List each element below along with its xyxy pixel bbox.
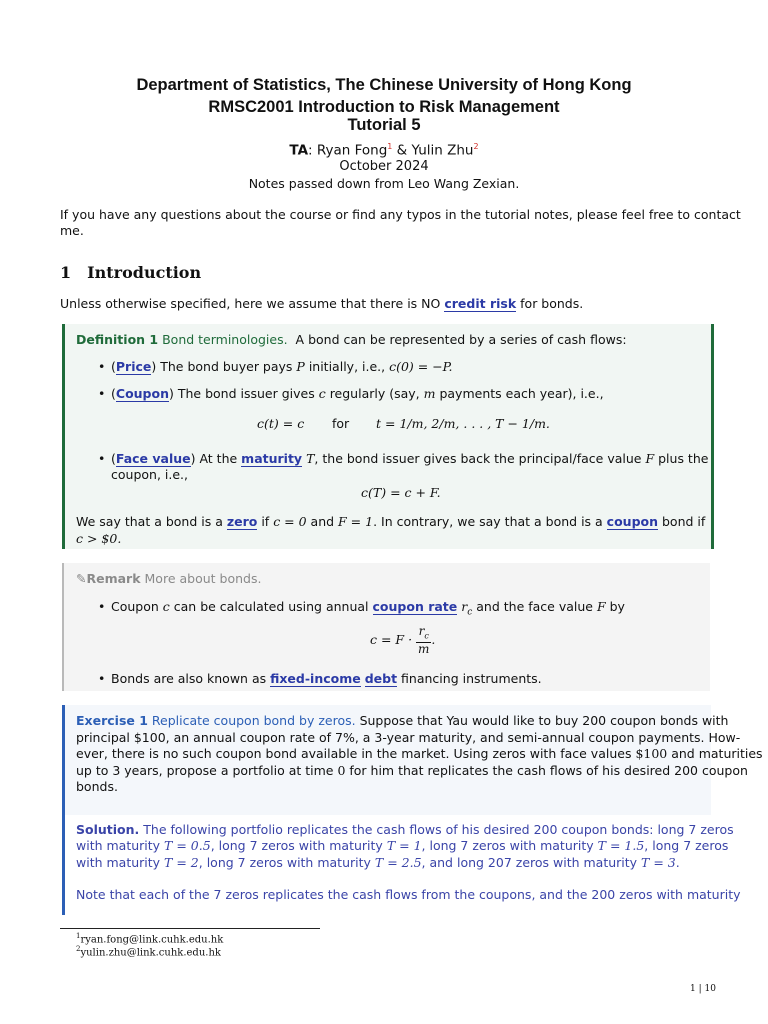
exercise-line-5: bonds.: [76, 779, 118, 794]
keyword-price[interactable]: Price: [115, 359, 152, 374]
keyword-coupon-bond[interactable]: coupon: [606, 514, 659, 529]
bullet-dot: •: [98, 359, 106, 374]
bullet-dot: •: [98, 386, 106, 401]
remark-item-fixed-income: Bonds are also known as fixed-income debt financing instruments.: [111, 671, 542, 686]
keyword-coupon[interactable]: Coupon: [115, 386, 169, 401]
footnote-1-email[interactable]: ryan.fong@link.cuhk.edu.hk: [80, 934, 224, 946]
equation-coupon-for: for: [332, 416, 350, 431]
edit-icon: ✎: [76, 571, 87, 586]
course-title: RMSC2001 Introduction to Risk Management: [208, 98, 560, 116]
solution-label: Solution.: [76, 822, 140, 837]
remark-heading: [76, 571, 261, 586]
section-heading: [60, 263, 201, 282]
equation-coupon-left: c(t) = c: [257, 416, 305, 431]
equation-coupon-rate: c = F · $\frac{r_c}{m}$ .: [370, 624, 436, 657]
footnote-mark-2[interactable]: 2: [473, 142, 479, 151]
solution-line-3: with maturity T = 2, long 7 zeros with maturity T = 2.5, and long 207 zeros with maturity T = 3.: [76, 855, 680, 870]
footnote-mark-1[interactable]: 1: [387, 142, 393, 151]
section-title: Introduction: [87, 263, 202, 282]
section-number: 1: [60, 263, 72, 282]
fraction: $\frac{r_c}{m}$: [418, 624, 430, 657]
tutorial-title: Tutorial 5: [347, 116, 421, 134]
equation-face-value: c(T) = c + F.: [361, 485, 441, 500]
equation-coupon-right: t = 1/m, 2/m, . . . , T − 1/m.: [376, 416, 550, 431]
keyword-credit-risk[interactable]: credit risk: [444, 296, 517, 311]
intro-line-1: If you have any questions about the course or find any typos in the tutorial notes, please feel free to contact: [60, 207, 741, 222]
page-number: 1 | 10: [690, 984, 716, 994]
department-title: Department of Statistics, The Chinese University of Hong Kong: [136, 76, 632, 94]
keyword-debt[interactable]: debt: [364, 671, 398, 686]
ta-name-1: : Ryan Fong: [308, 142, 388, 159]
date: October 2024: [339, 159, 429, 174]
definition-name: Bond terminologies.: [162, 332, 288, 347]
definition-item-price: (Price) The bond buyer pays P initially, i.e., c(0) = −P.: [111, 359, 453, 374]
solution-line-2: with maturity T = 0.5, long 7 zeros with maturity T = 1, long 7 zeros with maturity T = 1.5, long 7 zeros: [76, 838, 729, 853]
definition-item-face-value: (Face value) At the maturity T, the bond issuer gives back the principal/face value F plus the: [111, 451, 709, 466]
exercise-line-1: Exercise 1 Replicate coupon bond by zeros. Suppose that Yau would like to buy 200 coupon bonds with: [76, 713, 729, 728]
ta-line: [0, 142, 768, 159]
definition-label: Definition 1: [76, 332, 159, 347]
remark-item-coupon: Coupon c can be calculated using annual coupon rate $r_c$ and the face value F by: [111, 599, 625, 618]
footnote-1: $^1$ryan.fong@link.cuhk.edu.hk: [76, 932, 224, 946]
exercise-name: Replicate coupon bond by zeros.: [151, 713, 356, 728]
intro-line-2: me.: [60, 223, 84, 238]
exercise-line-2: principal $100, an annual coupon rate of 7%, a 3-year maturity, and semi-annual coupon payments. How-: [76, 730, 741, 745]
exercise-label: Exercise 1: [76, 713, 148, 728]
remark-name: More about bonds.: [144, 571, 262, 586]
notes-credit: Notes passed down from Leo Wang Zexian.: [248, 176, 520, 191]
keyword-maturity[interactable]: maturity: [241, 451, 303, 466]
definition-heading: [76, 332, 627, 347]
keyword-face-value[interactable]: Face value: [115, 451, 191, 466]
bullet-dot: •: [98, 671, 106, 686]
solution-line-4: Note that each of the 7 zeros replicates the cash flows from the coupons, and the 200 zeros with maturity: [76, 887, 741, 902]
ta-label: TA: [289, 142, 309, 159]
ta-name-2: & Yulin Zhu: [392, 142, 474, 159]
exercise-line-3: ever, there is no such coupon bond available in the market. Using zeros with face values $100 and maturities: [76, 746, 763, 761]
definition-closing: We say that a bond is a zero if c = 0 and F = 1. In contrary, we say that a bond is a coupon bond if: [76, 514, 706, 529]
definition-item-face-value-line2: coupon, i.e.,: [111, 467, 188, 482]
keyword-fixed-income[interactable]: fixed-income: [270, 671, 361, 686]
definition-closing-line2: c > $0.: [76, 531, 122, 546]
solution-line-1: Solution. The following portfolio replicates the cash flows of his desired 200 coupon bonds: long 7 zeros: [76, 822, 734, 837]
bullet-dot: •: [98, 451, 106, 466]
bullet-dot: •: [98, 599, 106, 614]
definition-item-coupon: (Coupon) The bond issuer gives c regularly (say, m payments each year), i.e.,: [111, 386, 604, 401]
remark-label: Remark: [86, 571, 141, 586]
footnote-2: $^2$yulin.zhu@link.cuhk.edu.hk: [76, 945, 221, 959]
definition-intro: A bond can be represented by a series of cash flows:: [295, 332, 627, 347]
keyword-coupon-rate[interactable]: coupon rate: [372, 599, 458, 614]
footnote-rule: [60, 928, 320, 929]
exercise-line-4: up to 3 years, propose a portfolio at time 0 for him that replicates the cash flows of his desired 200 coupon: [76, 763, 748, 778]
keyword-zero[interactable]: zero: [226, 514, 258, 529]
section-lead: Unless otherwise specified, here we assume that there is NO credit risk for bonds.: [60, 296, 584, 311]
footnote-2-email[interactable]: yulin.zhu@link.cuhk.edu.hk: [80, 947, 221, 959]
